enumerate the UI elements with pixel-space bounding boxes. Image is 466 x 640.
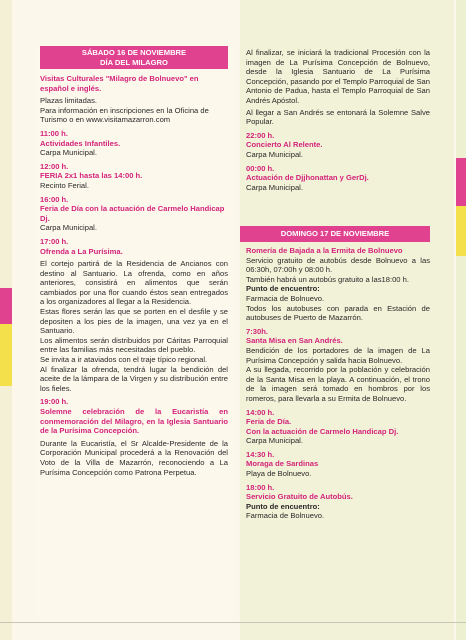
event-title: Actividades Infantiles. (40, 138, 121, 148)
meeting-point-place: Farmacia de Bolnuevo. (246, 293, 325, 303)
event-paragraph: Al finalizar la ofrenda, tendrá lugar la bendición del aceite de la lámpara de la Virgen y su distribución entre los fieles. (40, 364, 228, 393)
left-edge-yellow-block (0, 324, 12, 386)
visits-block (40, 74, 228, 125)
event-place: Carpa Municipal. (40, 148, 97, 158)
event-time: 18:00 h. (246, 482, 275, 492)
event-autobus (246, 483, 430, 521)
saturday-banner (40, 46, 228, 69)
event-title: Feria de Día. (246, 417, 292, 427)
event-time: 16:00 h. (40, 194, 69, 204)
event-time: 22:00 h. (246, 130, 275, 140)
event-title: Feria de Día con la actuación de Carmelo Handicap Dj. (40, 204, 225, 223)
event-infantiles (40, 129, 228, 158)
event-concierto (246, 131, 430, 160)
event-time: 7:30h. (246, 326, 268, 336)
event-paragraph: Se invita a ir ataviados con el traje típico regional. (40, 355, 208, 365)
event-paragraph: Durante la Eucaristía, el Sr Alcalde-Presidente de la Corporación Municipal procederá a la Renovación del Voto de la Villa de Mazarrón, reconociendo a La Purísima Concepción como Patrona Perpetua. (40, 438, 228, 477)
bottom-divider (0, 622, 466, 623)
salve-paragraph: Al llegar a San Andrés se entonará la Solemne Salve Popular. (246, 107, 430, 127)
visits-title: Visitas Culturales "Milagro de Bolnuevo" en español e inglés. (40, 74, 199, 93)
right-edge-bar (456, 0, 466, 640)
visits-text-2: Para información en inscripciones en la Oficina de Turismo o en www.visitamazarron.com (40, 105, 209, 125)
event-title: Santa Misa en San Andrés. (246, 336, 343, 346)
event-paragraph: Estas flores serán las que se porten en el desfile y se depositen a los pies de la imagen, una vez ya en el Santuario. (40, 307, 228, 336)
right-column-top (246, 48, 430, 196)
saturday-banner-date: SÁBADO 16 DE NOVIEMBRE (81, 48, 187, 57)
event-place: Carpa Municipal. (246, 182, 303, 192)
sunday-banner-text: DOMINGO 17 DE NOVIEMBRE (280, 229, 390, 238)
event-feria-dia-sunday (246, 408, 430, 446)
event-time: 12:00 h. (40, 161, 69, 171)
left-edge-bar (0, 0, 12, 640)
event-ofrenda (40, 237, 228, 394)
meeting-point-place: Farmacia de Bolnuevo. (246, 511, 325, 521)
visits-text-1: Plazas limitadas. (40, 96, 97, 106)
event-subtitle: Con la actuación de Carmelo Handicap Dj. (246, 426, 399, 436)
saturday-banner-subtitle: DÍA DEL MILAGRO (100, 57, 168, 67)
event-place: Recinto Ferial. (40, 180, 89, 190)
event-title: FERIA 2x1 hasta las 14:00 h. (40, 171, 143, 181)
event-title: Concierto Al Relente. (246, 140, 323, 150)
event-feria-dia (40, 195, 228, 233)
event-feria-2x1 (40, 162, 228, 191)
event-paragraph: El cortejo partirá de la Residencia de Ancianos con destino al Santuario. La ofrenda, como en años anteriores, consistirá en alimentos que serán cambiados por una flor cuando éstos sean entregados a los organizadores al llegar a la Residencia. (40, 259, 228, 307)
event-paragraph: Los alimentos serán distribuidos por Cáritas Parroquial entre las familias más necesitadas del pueblo. (40, 335, 228, 355)
event-eucaristia (40, 397, 228, 477)
event-dj (246, 164, 430, 193)
left-column (40, 74, 228, 481)
event-title: Servicio Gratuito de Autobús. (246, 492, 353, 502)
left-edge-pink-block (0, 288, 12, 324)
event-title: Moraga de Sardinas (246, 459, 319, 469)
sunday-banner (240, 226, 430, 242)
event-title: Solemne celebración de la Eucaristía en conmemoración del Milagro, en la Iglesia Santuario de la Purísima Concepción. (40, 407, 228, 436)
event-place: Carpa Municipal. (246, 436, 303, 446)
right-column-bottom (246, 246, 430, 525)
right-edge-yellow-block (456, 206, 466, 256)
event-title: Actuación de Djjhonattan y GerDj. (246, 173, 369, 183)
event-paragraph: También habrá un autobús gratuito a las18:00 h. (246, 274, 409, 284)
event-time: 19:00 h. (40, 397, 69, 407)
meeting-point-label: Punto de encuentro: (246, 284, 320, 294)
meeting-point-label: Punto de encuentro: (246, 501, 320, 511)
event-time: 00:00 h. (246, 163, 275, 173)
event-title: Ofrenda a La Purísima. (40, 246, 123, 256)
event-time: 14:30 h. (246, 449, 275, 459)
event-title: Romería de Bajada a la Ermita de Bolnuevo (246, 246, 403, 255)
event-place: Carpa Municipal. (246, 149, 303, 159)
procession-paragraph: Al finalizar, se iniciará la tradicional Procesión con la imagen de La Purísima Concepción de Bolnuevo, desde la Iglesia Santuario de La Purísima Concepción, pasando por el Templo Parroquial de San Antonio de Padua, hasta el Templo Parroquial de San Andrés Apóstol. (246, 48, 430, 105)
event-romeria (246, 246, 430, 323)
event-place: Playa de Bolnuevo. (246, 469, 312, 479)
event-place: Carpa Municipal. (40, 223, 97, 233)
right-edge-pink-block (456, 158, 466, 206)
event-paragraph: Todos los autobuses con parada en Estación de autobuses de Puerto de Mazarrón. (246, 303, 430, 323)
event-time: 11:00 h. (40, 128, 68, 138)
event-paragraph: Bendición de los portadores de la imagen de La Purísima Concepción y salida hacia Bolnuevo. (246, 345, 430, 365)
event-paragraph: A su llegada, recorrido por la población y celebración de la Santa Misa en la playa. A continuación, el trono de la imagen será tomado en hombros por los romeros, para llevarla a su Ermita de Bolnuevo. (246, 365, 430, 403)
event-santa-misa (246, 327, 430, 404)
event-time: 14:00 h. (246, 407, 275, 417)
event-paragraph: Servicio gratuito de autobús desde Bolnuevo a las 06:30h, 07:00h y 08:00 h. (246, 255, 430, 275)
event-time: 17:00 h. (40, 236, 69, 246)
event-moraga (246, 450, 430, 479)
